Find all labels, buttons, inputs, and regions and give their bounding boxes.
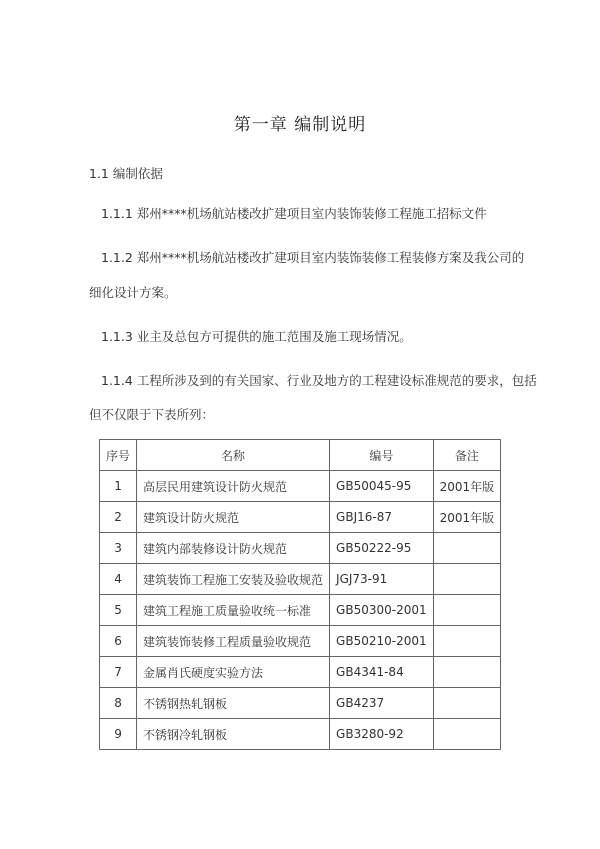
cell-code: GB50210-2001 [330, 626, 434, 657]
standards-table [99, 439, 501, 750]
header-name: 名称 [137, 440, 330, 471]
table-row [100, 564, 501, 595]
cell-code: JGJ73-91 [330, 564, 434, 595]
table-row [100, 719, 501, 750]
header-no: 序号 [100, 440, 137, 471]
cell-note [433, 719, 501, 750]
cell-name: 建筑装饰工程施工安装及验收规范 [137, 564, 330, 595]
cell-name: 不锈钢热轧钢板 [137, 688, 330, 719]
table-row [100, 688, 501, 719]
cell-name: 高层民用建筑设计防火规范 [137, 471, 330, 502]
paragraph-1-1-4-line-2: 但不仅限于下表所列： [89, 407, 215, 422]
table-row [100, 471, 501, 502]
cell-note [433, 688, 501, 719]
cell-code: GB4341-84 [330, 657, 434, 688]
table-row [100, 657, 501, 688]
cell-no: 4 [100, 564, 137, 595]
cell-name: 金属肖氏硬度实验方法 [137, 657, 330, 688]
paragraph-1-1-4-line-1: 1.1.4 工程所涉及到的有关国家、行业及地方的工程建设标准规范的要求，包括 [101, 373, 537, 388]
cell-code: GB50222-95 [330, 533, 434, 564]
table-row [100, 502, 501, 533]
cell-note [433, 657, 501, 688]
table-row [100, 595, 501, 626]
section-heading: 1.1 编制依据 [89, 166, 163, 181]
chapter-title: 第一章 编制说明 [233, 115, 367, 135]
cell-no: 6 [100, 626, 137, 657]
cell-name: 建筑内部装修设计防火规范 [137, 533, 330, 564]
cell-note [433, 533, 501, 564]
cell-no: 5 [100, 595, 137, 626]
cell-name: 建筑设计防火规范 [137, 502, 330, 533]
cell-code: GB4237 [330, 688, 434, 719]
cell-no: 1 [100, 471, 137, 502]
cell-no: 2 [100, 502, 137, 533]
cell-code: GB50045-95 [330, 471, 434, 502]
header-code: 编号 [330, 440, 434, 471]
paragraph-1-1-2-line-2: 细化设计方案。 [89, 285, 177, 300]
paragraph-1-1-3: 1.1.3 业主及总包方可提供的施工范围及施工现场情况。 [101, 329, 412, 344]
cell-note: 2001年版 [433, 502, 501, 533]
cell-name: 建筑装饰装修工程质量验收规范 [137, 626, 330, 657]
table-row [100, 626, 501, 657]
cell-note [433, 595, 501, 626]
cell-no: 8 [100, 688, 137, 719]
table-row [100, 533, 501, 564]
paragraph-1-1-1: 1.1.1 郑州****机场航站楼改扩建项目室内装饰装修工程施工招标文件 [101, 206, 487, 221]
cell-no: 3 [100, 533, 137, 564]
paragraph-1-1-2-line-1: 1.1.2 郑州****机场航站楼改扩建项目室内装饰装修工程装修方案及我公司的 [101, 250, 525, 265]
cell-name: 建筑工程施工质量验收统一标准 [137, 595, 330, 626]
cell-no: 9 [100, 719, 137, 750]
table-header-row [100, 440, 501, 471]
cell-note [433, 626, 501, 657]
cell-name: 不锈钢冷轧钢板 [137, 719, 330, 750]
header-note: 备注 [433, 440, 501, 471]
cell-note [433, 564, 501, 595]
cell-code: GBJ16-87 [330, 502, 434, 533]
cell-note: 2001年版 [433, 471, 501, 502]
cell-code: GB50300-2001 [330, 595, 434, 626]
cell-no: 7 [100, 657, 137, 688]
cell-code: GB3280-92 [330, 719, 434, 750]
